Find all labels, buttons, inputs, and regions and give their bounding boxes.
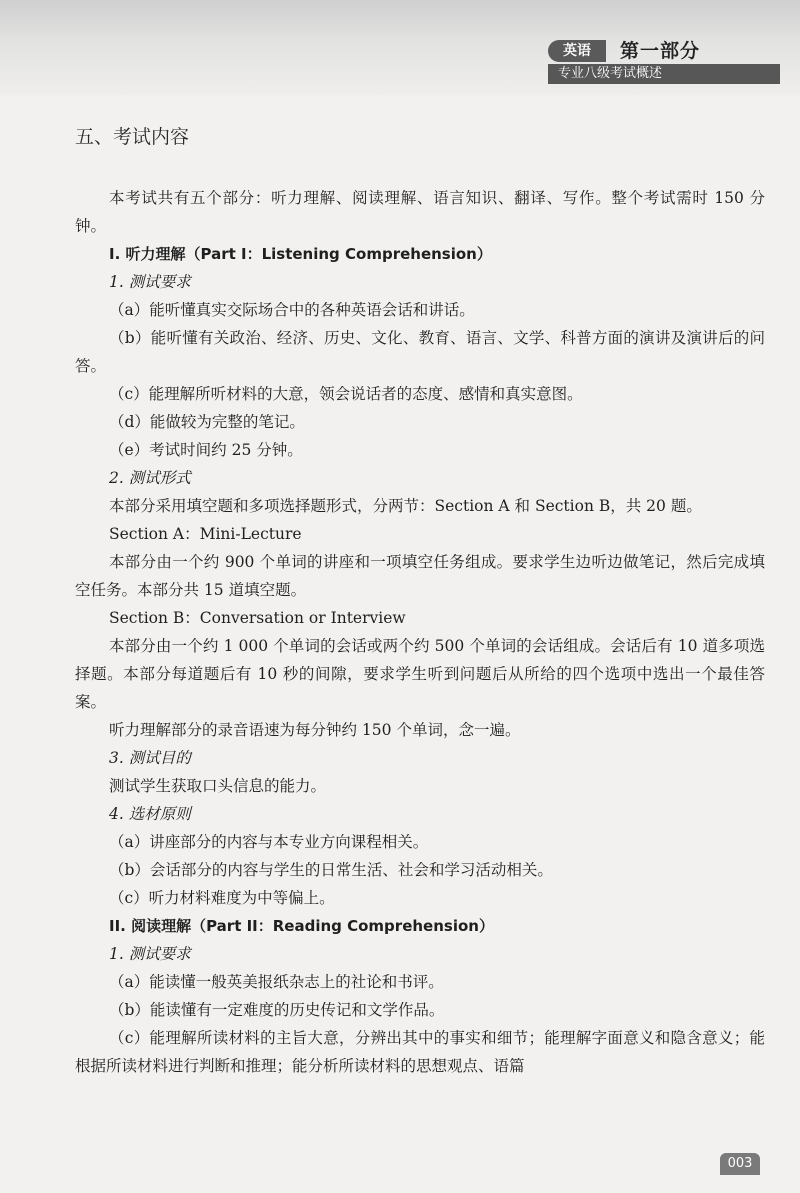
paragraph: 测试学生获取口头信息的能力。 — [109, 777, 327, 795]
paragraph: 3. 测试目的 — [109, 749, 191, 767]
paragraph: 4. 选材原则 — [109, 805, 191, 823]
part-title: 第一部分 — [620, 40, 701, 62]
paragraph: 2. 测试形式 — [109, 469, 191, 487]
paragraph: （a）能听懂真实交际场合中的各种英语会话和讲话。 — [109, 301, 475, 319]
paragraph: 本部分采用填空题和多项选择题形式，分两节：Section A 和 Section B，共 20 题。 — [109, 497, 702, 515]
chapter-subtitle: 专业八级考试概述 — [548, 64, 780, 84]
paragraph: （c）能理解所读材料的主旨大意，分辨出其中的事实和细节；能理解字面意义和隐含意义；能根据所读材料进行判断和推理；能分析所读材料的思想观点、语篇 — [75, 1029, 765, 1075]
page-content — [75, 120, 765, 1080]
paragraph: （d）能做较为完整的笔记。 — [109, 413, 305, 431]
paragraph: （a）能读懂一般英美报纸杂志上的社论和书评。 — [109, 973, 444, 991]
paragraph: （c）听力材料难度为中等偏上。 — [109, 889, 335, 907]
subject-tag: 英语 — [548, 40, 606, 62]
paragraph: （b）能听懂有关政治、经济、历史、文化、教育、语言、文学、科普方面的演讲及演讲后的问答。 — [75, 329, 765, 375]
paragraph: 听力理解部分的录音语速为每分钟约 150 个单词，念一遍。 — [109, 721, 521, 739]
paragraph: 本部分由一个约 900 个单词的讲座和一项填空任务组成。要求学生边听边做笔记，然后完成填空任务。本部分共 15 道填空题。 — [75, 553, 765, 599]
paragraph: Section B：Conversation or Interview — [109, 609, 406, 627]
paragraph: （c）能理解所听材料的大意，领会说话者的态度、感情和真实意图。 — [109, 385, 583, 403]
paragraph: Section A：Mini-Lecture — [109, 525, 302, 543]
paragraph: 1. 测试要求 — [109, 273, 191, 291]
paragraph: 本考试共有五个部分：听力理解、阅读理解、语言知识、翻译、写作。整个考试需时 150 分钟。 — [75, 189, 765, 235]
running-header — [548, 36, 780, 84]
paragraph: （b）能读懂有一定难度的历史传记和文学作品。 — [109, 1001, 445, 1019]
page-number: 003 — [720, 1153, 760, 1175]
section-title: 五、考试内容 — [75, 126, 190, 148]
paragraph: 1. 测试要求 — [109, 945, 191, 963]
paragraph: （a）讲座部分的内容与本专业方向课程相关。 — [109, 833, 429, 851]
paragraph: II. 阅读理解（Part II：Reading Comprehension） — [109, 917, 494, 935]
body-text — [75, 184, 765, 1080]
paragraph: 本部分由一个约 1 000 个单词的会话或两个约 500 个单词的会话组成。会话后有 10 道多项选择题。本部分每道题后有 10 秒的间隙，要求学生听到问题后从所给的四个选项中选出一个最佳答案。 — [75, 637, 765, 711]
paragraph: （b）会话部分的内容与学生的日常生活、社会和学习活动相关。 — [109, 861, 553, 879]
paragraph: （e）考试时间约 25 分钟。 — [109, 441, 303, 459]
paragraph: I. 听力理解（Part I：Listening Comprehension） — [109, 245, 492, 263]
